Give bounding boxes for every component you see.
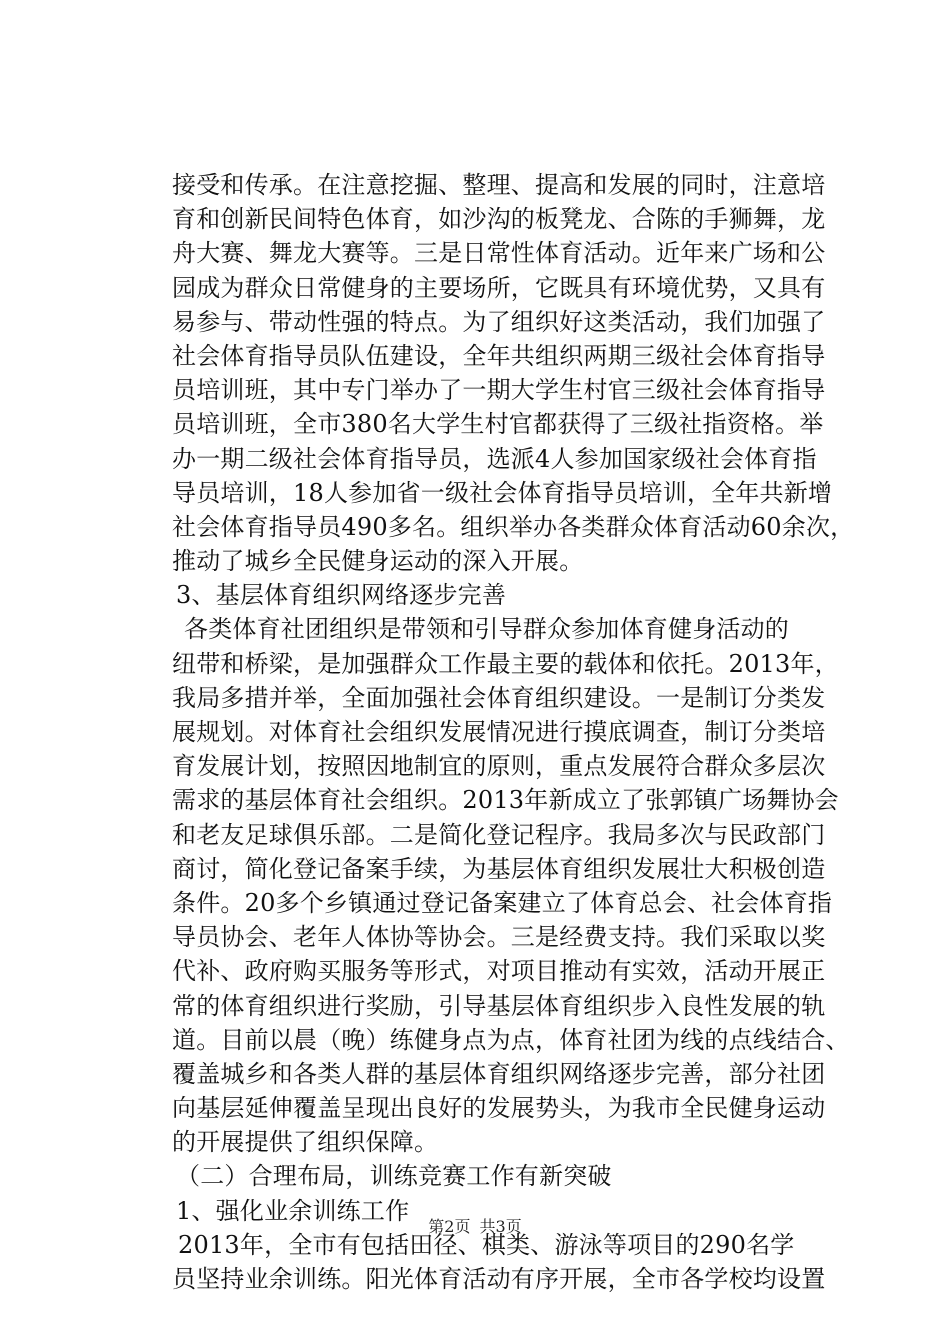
text-line: 员坚持业余训练。阳光体育活动有序开展，全市各学校均设置 [172,1265,826,1293]
page-footer [0,1214,950,1237]
text-line: 员培训班，其中专门举办了一期大学生村官三级社会体育指导 [172,376,826,405]
text-line: 导员培训，18人参加省一级社会体育指导员培训，全年共新增 [172,478,833,507]
text-line: 易参与、带动性强的特点。为了组织好这类活动，我们加强了 [172,307,826,336]
page-total: 共3页 [479,1217,522,1236]
text-line: 条件。20多个乡镇通过登记备案建立了体育总会、社会体育指 [172,888,833,917]
text-line: 道。目前以晨（晚）练健身点为点，体育社团为线的点线结合、 [172,1025,850,1054]
text-line: 纽带和桥梁，是加强群众工作最主要的载体和依托。2013年， [172,649,839,678]
text-line: 常的体育组织进行奖励，引导基层体育组织步入良性发展的轨 [172,991,826,1020]
text-line: 育发展计划，按照因地制宜的原则，重点发展符合群众多层次 [172,752,826,781]
text-line: 接受和传承。在注意挖掘、整理、提高和发展的同时，注意培 [172,171,826,199]
text-line: 展规划。对体育社会组织发展情况进行摸底调查，制订分类培 [172,718,826,746]
text-line: 各类体育社团组织是带领和引导群众参加体育健身活动的 [184,615,789,644]
page-number: 第2页 [428,1217,471,1236]
text-line: 园成为群众日常健身的主要场所，它既具有环境优势，又具有 [172,273,826,302]
text-line: 2013年，全市有包括田径、棋类、游泳等项目的290名学 [178,1230,795,1259]
text-line: 推动了城乡全民健身运动的深入开展。 [172,547,584,576]
text-line: 导员协会、老年人体协等协会。三是经费支持。我们采取以奖 [172,923,826,952]
text-line: 向基层延伸覆盖呈现出良好的发展势头，为我市全民健身运动 [172,1094,826,1123]
text-line: 员培训班，全市380名大学生村官都获得了三级社指资格。举 [172,410,824,439]
text-line: 育和创新民间特色体育，如沙沟的板凳龙、合陈的手狮舞，龙 [172,205,826,234]
section-heading: 3、基层体育组织网络逐步完善 [176,581,507,610]
subsection-heading: 1、强化业余训练工作 [176,1196,410,1225]
text-line: 办一期二级社会体育指导员，选派4人参加国家级社会体育指 [172,444,817,473]
body-text [172,168,855,1296]
text-line: 和老友足球俱乐部。二是简化登记程序。我局多次与民政部门 [172,820,826,849]
text-line: 舟大赛、舞龙大赛等。三是日常性体育活动。近年来广场和公 [172,239,826,268]
text-line: 需求的基层体育社会组织。2013年新成立了张郭镇广场舞协会 [172,786,839,815]
text-line: 我局多措并举，全面加强社会体育组织建设。一是制订分类发 [172,683,826,712]
text-line: 社会体育指导员490多名。组织举办各类群众体育活动60余次， [172,512,855,541]
section-heading: （二）合理布局，训练竞赛工作有新突破 [176,1162,612,1191]
text-line: 的开展提供了组织保障。 [172,1128,439,1157]
text-line: 商讨，简化登记备案手续，为基层体育组织发展壮大积极创造 [172,854,826,883]
text-line: 覆盖城乡和各类人群的基层体育组织网络逐步完善，部分社团 [172,1059,826,1088]
text-line: 代补、政府购买服务等形式，对项目推动有实效，活动开展正 [172,957,826,986]
text-line: 社会体育指导员队伍建设，全年共组织两期三级社会体育指导 [172,341,826,370]
